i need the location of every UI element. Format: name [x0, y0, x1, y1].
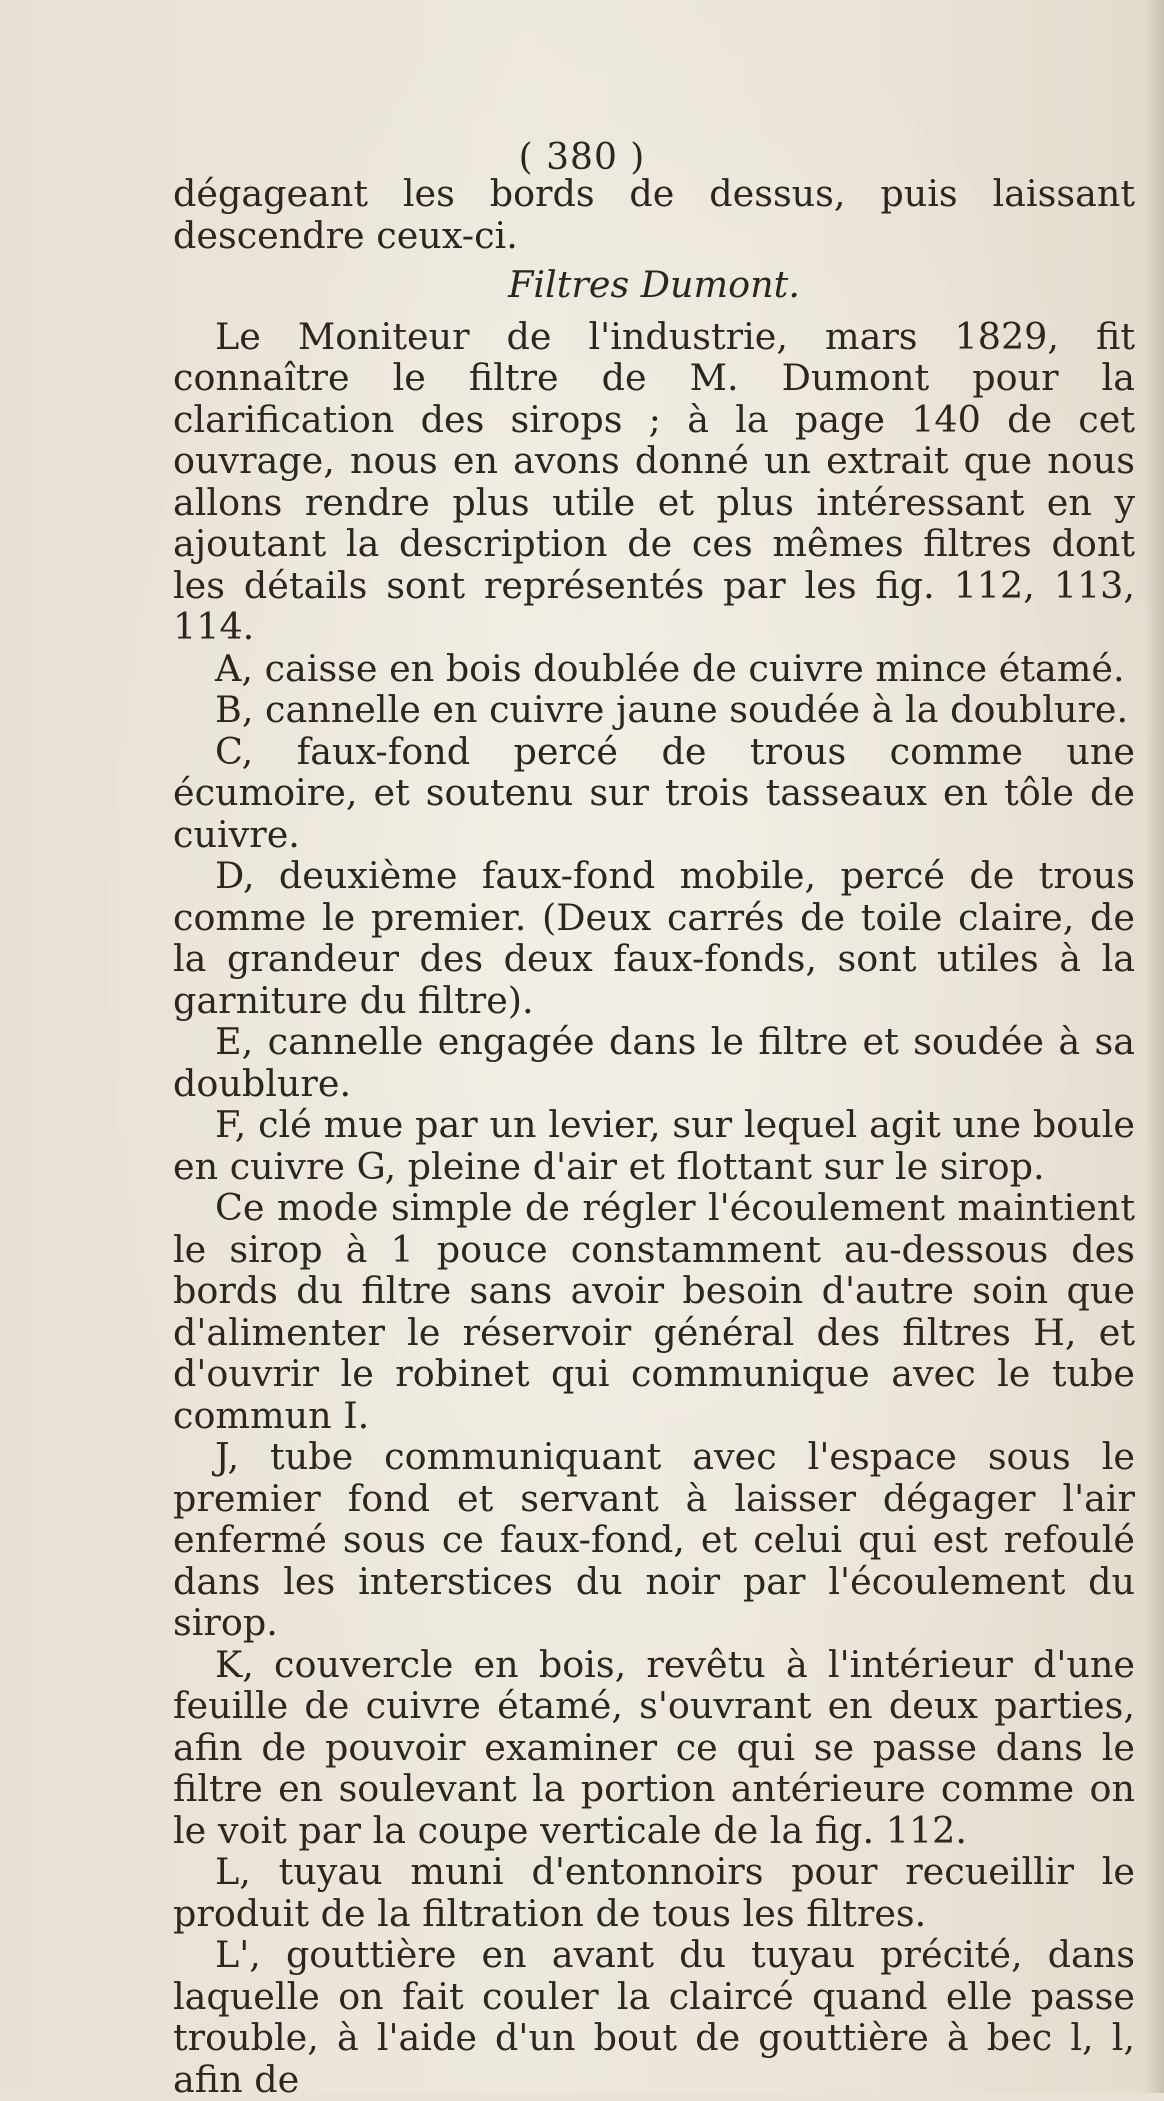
- paragraph-item-f: F, clé mue par un levier, sur lequel agit une boule en cuivre G, pleine d'air et flottant sur le sirop.: [173, 1103, 1135, 1188]
- page-number: ( 380 ): [518, 137, 646, 178]
- paragraph-item-k: K, couvercle en bois, revêtu à l'intérieur d'une feuille de cuivre étamé, s'ouvrant en deux parties, afin de pouvoir examiner ce qui se passe dans le filtre en soulevant la portion antérieure comme on le voit par la coupe verticale de la fig. 112.: [173, 1642, 1135, 1852]
- paragraph-item-e: E, cannelle engagée dans le filtre et soudée à sa doublure.: [173, 1020, 1135, 1105]
- paragraph-item-l-prime: L', gouttière en avant du tuyau précité, dans laquelle on fait couler la claircé quand elle passe trouble, à l'aide d'un bout de gouttière à bec l, l, afin de: [173, 1933, 1135, 2101]
- paragraph-item-b: B, cannelle en cuivre jaune soudée à la doublure.: [215, 688, 1129, 731]
- paragraph-item-j: J, tube communiquant avec l'espace sous le premier fond et servant à laisser dégager l'air enfermé sous ce faux-fond, et celui qui est refoulé dans les interstices du noir par l'écoulement du sirop.: [173, 1435, 1135, 1644]
- paragraph-intro: Le Moniteur de l'industrie, mars 1829, fit connaître le filtre de M. Dumont pour la clarification des sirops ; à la page 140 de cet ouvrage, nous en avons donné un extrait que nous allons rendre plus utile et plus intéressant en y ajoutant la description de ces mêmes filtres dont les détails sont représentés par les fig. 112, 113, 114.: [173, 314, 1135, 648]
- paragraph-item-c: C, faux-fond percé de trous comme une écumoire, et soutenu sur trois tasseaux en tôle de cuivre.: [173, 729, 1135, 856]
- paragraph-continuation: dégageant les bords de dessus, puis laissant descendre ceux-ci.: [173, 172, 1135, 257]
- page-text: [173, 173, 1135, 2100]
- paragraph-item-l: L, tuyau muni d'entonnoirs pour recueillir le produit de la filtration de tous les filtres.: [173, 1850, 1135, 1935]
- section-title: Filtres Dumont.: [508, 263, 800, 306]
- paragraph-item-d: D, deuxième faux-fond mobile, percé de trous comme le premier. (Deux carrés de toile claire, de la grandeur des deux faux-fonds, sont utiles à la garniture du filtre).: [173, 854, 1135, 1022]
- paragraph-item-a: A, caisse en bois doublée de cuivre mince étamé.: [215, 646, 1125, 690]
- paragraph-flow-control: Ce mode simple de régler l'écoulement maintient le sirop à 1 pouce constamment au-dessous des bords du filtre sans avoir besoin d'autre soin que d'alimenter le réservoir général des filtres H, et d'ouvrir le robinet qui communique avec le tube commun I.: [173, 1186, 1135, 1437]
